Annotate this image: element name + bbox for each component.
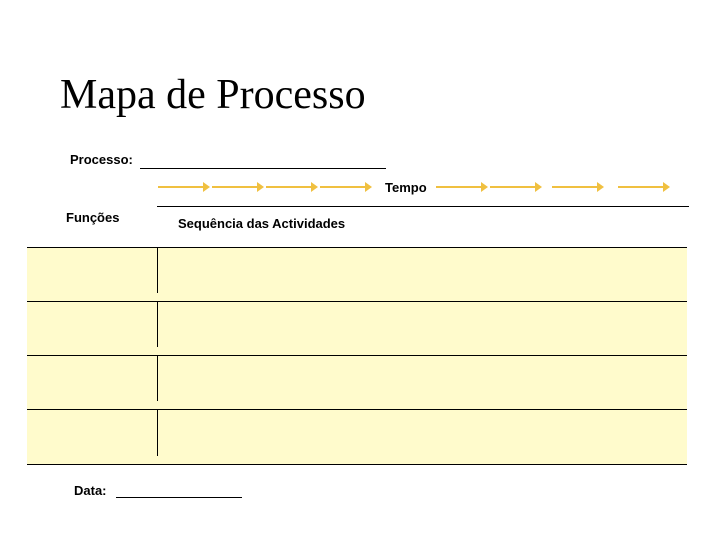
column-divider xyxy=(157,410,158,456)
time-arrow-icon xyxy=(266,186,314,188)
table-row[interactable] xyxy=(27,301,687,355)
table-row[interactable] xyxy=(27,247,687,301)
process-label: Processo: xyxy=(70,152,133,167)
table-row[interactable] xyxy=(27,355,687,409)
time-arrow-icon xyxy=(436,186,484,188)
time-arrow-icon xyxy=(212,186,260,188)
functions-column-header: Funções xyxy=(66,210,120,225)
sequence-column-header: Sequência das Actividades xyxy=(178,216,346,231)
page-title: Mapa de Processo xyxy=(60,72,366,118)
date-label: Data: xyxy=(74,483,107,498)
time-label: Tempo xyxy=(385,180,427,195)
column-divider xyxy=(157,302,158,347)
date-input-line[interactable] xyxy=(116,497,242,498)
column-divider xyxy=(157,356,158,401)
time-arrow-icon xyxy=(552,186,600,188)
time-arrow-icon xyxy=(490,186,538,188)
process-map-table xyxy=(27,247,687,465)
time-arrow-icon xyxy=(320,186,368,188)
process-input-line[interactable] xyxy=(140,168,386,169)
time-arrow-icon xyxy=(158,186,206,188)
column-divider xyxy=(157,248,158,293)
header-divider xyxy=(157,206,689,207)
time-arrow-icon xyxy=(618,186,666,188)
table-row[interactable] xyxy=(27,409,687,465)
